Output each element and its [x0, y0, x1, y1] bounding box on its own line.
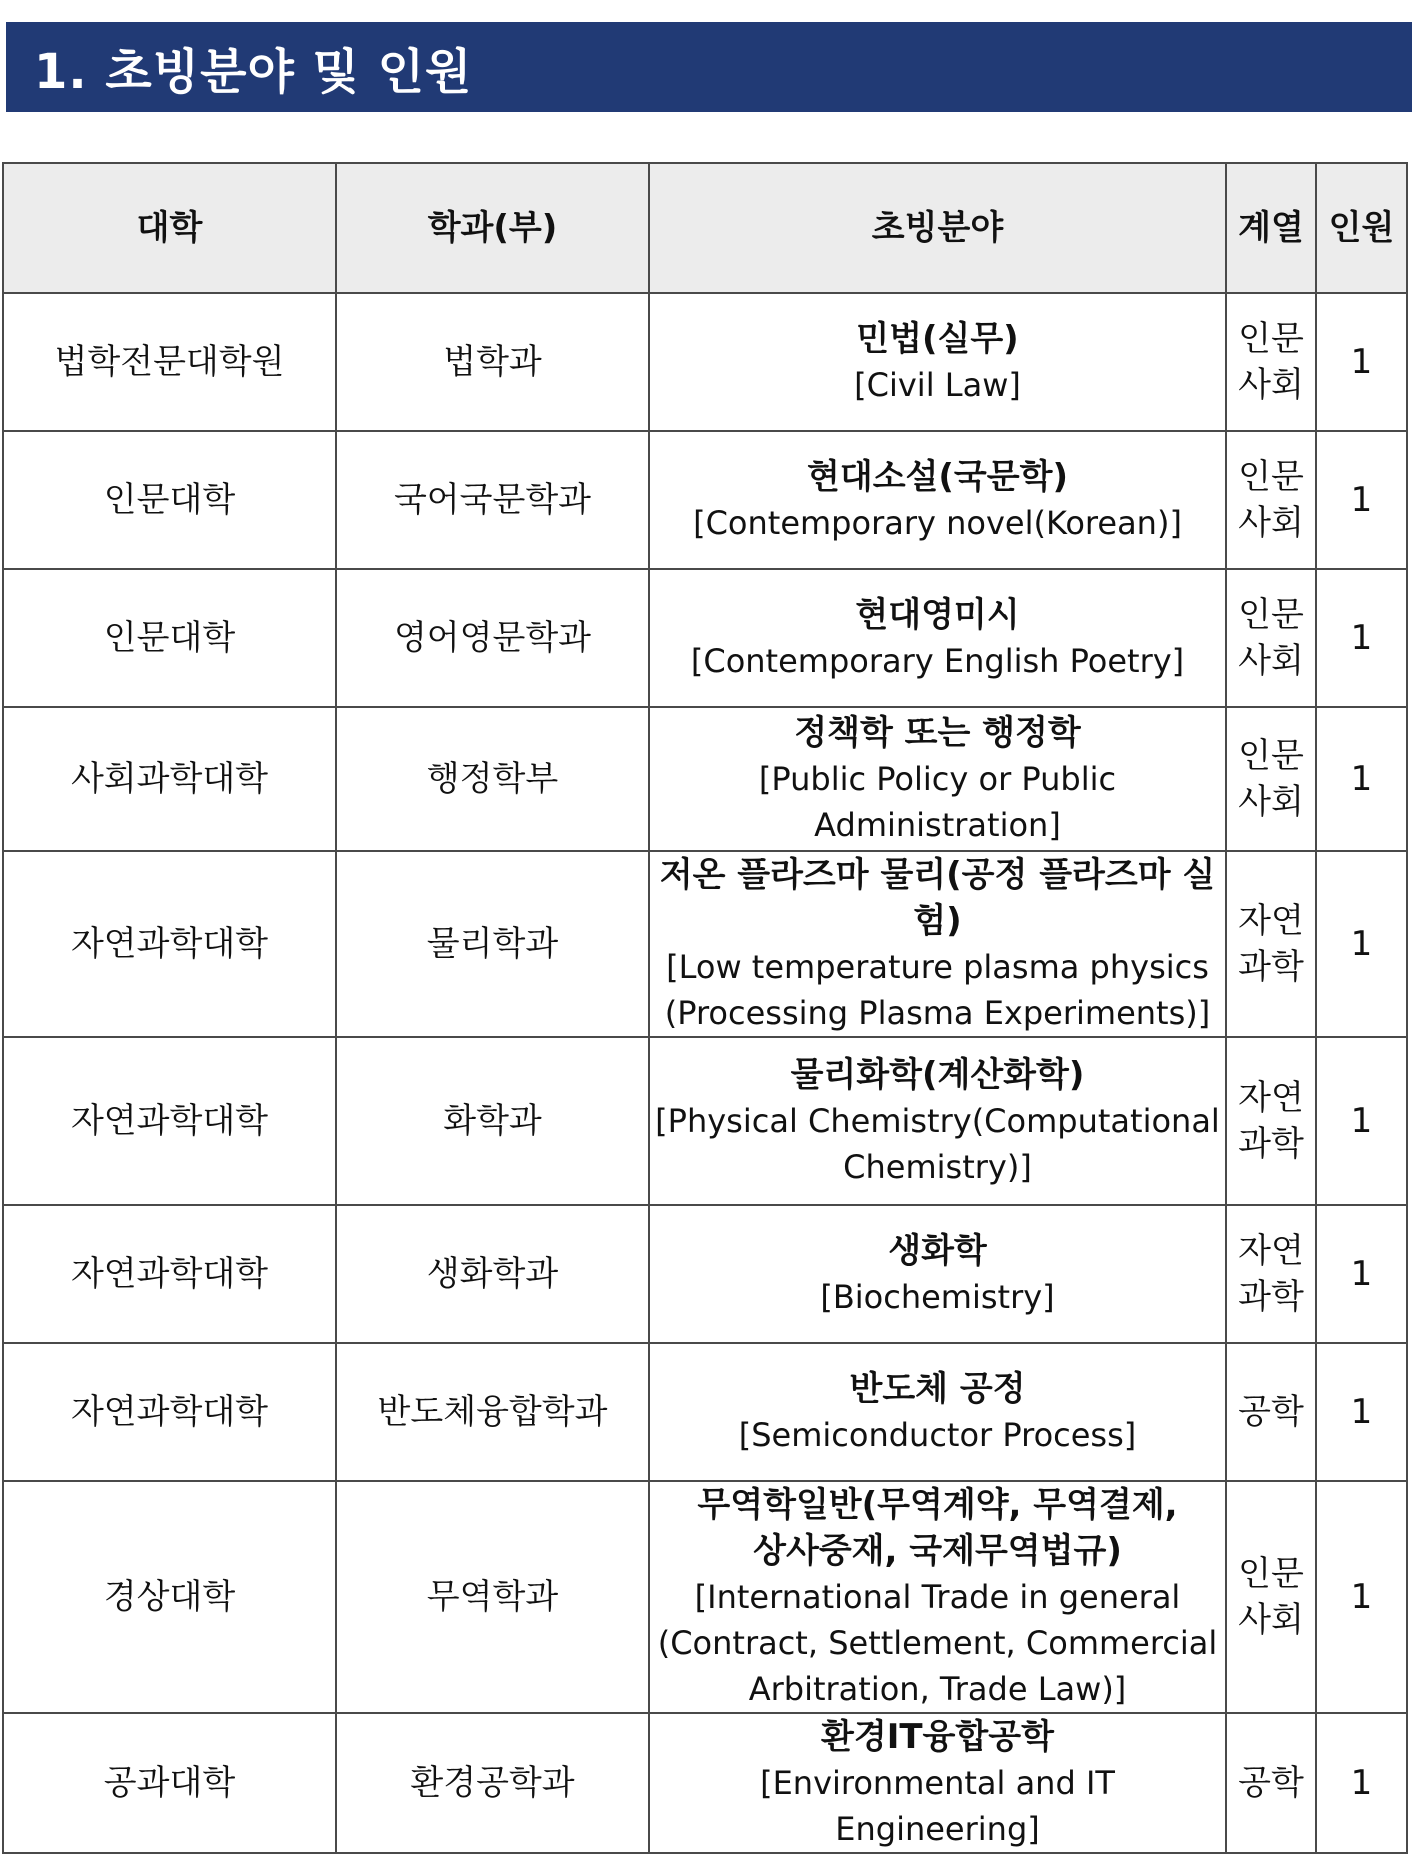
field-korean: 민법(실무) — [856, 319, 1019, 359]
cell-count: 1 — [1316, 707, 1407, 851]
cell-college: 사회과학대학 — [3, 707, 336, 851]
header-count: 인원 — [1316, 163, 1407, 293]
section-title: 1. 초빙분야 및 인원 — [34, 43, 473, 100]
cell-field — [649, 851, 1226, 1037]
cell-college: 자연과학대학 — [3, 851, 336, 1037]
cell-college: 자연과학대학 — [3, 1205, 336, 1343]
cell-track: 자연 과학 — [1226, 851, 1316, 1037]
cell-college: 인문대학 — [3, 431, 336, 569]
cell-department: 생화학과 — [336, 1205, 649, 1343]
cell-college: 인문대학 — [3, 569, 336, 707]
cell-college: 자연과학대학 — [3, 1343, 336, 1481]
field-english: [Physical Chemistry(Computational Chemistry)] — [655, 1102, 1220, 1186]
section-title-bar — [6, 22, 1412, 112]
header-field: 초빙분야 — [649, 163, 1226, 293]
cell-field — [649, 431, 1226, 569]
cell-department: 화학과 — [336, 1037, 649, 1205]
field-english: [International Trade in general (Contract, Settlement, Commercial Arbitration, Trade Law)] — [657, 1578, 1218, 1708]
cell-field — [649, 1037, 1226, 1205]
field-korean: 정책학 또는 행정학 — [794, 713, 1081, 753]
cell-track: 인문 사회 — [1226, 707, 1316, 851]
cell-count: 1 — [1316, 1037, 1407, 1205]
field-english: [Biochemistry] — [820, 1278, 1055, 1316]
cell-department: 영어영문학과 — [336, 569, 649, 707]
cell-college: 자연과학대학 — [3, 1037, 336, 1205]
cell-track: 공학 — [1226, 1343, 1316, 1481]
table-row — [3, 1037, 1407, 1205]
field-english: [Environmental and IT Engineering] — [760, 1764, 1115, 1848]
table-row — [3, 1713, 1407, 1853]
cell-field — [649, 1205, 1226, 1343]
field-english: [Low temperature plasma physics (Processing Plasma Experiments)] — [664, 948, 1211, 1032]
cell-department: 환경공학과 — [336, 1713, 649, 1853]
table-row — [3, 851, 1407, 1037]
header-track: 계열 — [1226, 163, 1316, 293]
cell-field — [649, 707, 1226, 851]
field-korean: 생화학 — [888, 1231, 987, 1271]
cell-count: 1 — [1316, 851, 1407, 1037]
table-row — [3, 1481, 1407, 1713]
cell-college: 경상대학 — [3, 1481, 336, 1713]
field-english: [Contemporary novel(Korean)] — [693, 504, 1182, 542]
table-row — [3, 293, 1407, 431]
table-row — [3, 431, 1407, 569]
cell-field — [649, 1481, 1226, 1713]
cell-count: 1 — [1316, 1481, 1407, 1713]
cell-track: 인문 사회 — [1226, 431, 1316, 569]
field-korean: 물리화학(계산화학) — [790, 1055, 1085, 1095]
field-english: [Semiconductor Process] — [738, 1416, 1137, 1454]
cell-field — [649, 293, 1226, 431]
cell-department: 법학과 — [336, 293, 649, 431]
cell-department: 국어국문학과 — [336, 431, 649, 569]
recruitment-table — [2, 162, 1408, 1854]
table-row — [3, 1205, 1407, 1343]
cell-count: 1 — [1316, 1205, 1407, 1343]
field-korean: 환경IT융합공학 — [821, 1717, 1054, 1757]
cell-college: 공과대학 — [3, 1713, 336, 1853]
table-body — [3, 293, 1407, 1853]
field-korean: 무역학일반(무역계약, 무역결제, 상사중재, 국제무역법규) — [697, 1485, 1178, 1571]
cell-count: 1 — [1316, 431, 1407, 569]
field-korean: 현대영미시 — [855, 595, 1020, 635]
header-college: 대학 — [3, 163, 336, 293]
table-row — [3, 569, 1407, 707]
cell-field — [649, 1713, 1226, 1853]
cell-field — [649, 569, 1226, 707]
cell-count: 1 — [1316, 1713, 1407, 1853]
header-department: 학과(부) — [336, 163, 649, 293]
cell-department: 반도체융합학과 — [336, 1343, 649, 1481]
cell-department: 무역학과 — [336, 1481, 649, 1713]
cell-count: 1 — [1316, 1343, 1407, 1481]
field-english: [Contemporary English Poetry] — [690, 642, 1185, 680]
field-korean: 현대소설(국문학) — [807, 457, 1068, 497]
cell-track: 인문 사회 — [1226, 569, 1316, 707]
cell-count: 1 — [1316, 569, 1407, 707]
cell-department: 물리학과 — [336, 851, 649, 1037]
cell-count: 1 — [1316, 293, 1407, 431]
cell-college: 법학전문대학원 — [3, 293, 336, 431]
cell-track: 자연 과학 — [1226, 1205, 1316, 1343]
cell-field — [649, 1343, 1226, 1481]
field-english: [Public Policy or Public Administration] — [758, 760, 1117, 844]
field-korean: 반도체 공정 — [849, 1369, 1026, 1409]
table-row — [3, 1343, 1407, 1481]
field-english: [Civil Law] — [854, 366, 1021, 404]
field-korean: 저온 플라즈마 물리(공정 플라즈마 실험) — [659, 855, 1216, 941]
cell-track: 공학 — [1226, 1713, 1316, 1853]
cell-track: 인문 사회 — [1226, 293, 1316, 431]
table-header-row — [3, 163, 1407, 293]
cell-department: 행정학부 — [336, 707, 649, 851]
cell-track: 자연 과학 — [1226, 1037, 1316, 1205]
table-row — [3, 707, 1407, 851]
cell-track: 인문 사회 — [1226, 1481, 1316, 1713]
